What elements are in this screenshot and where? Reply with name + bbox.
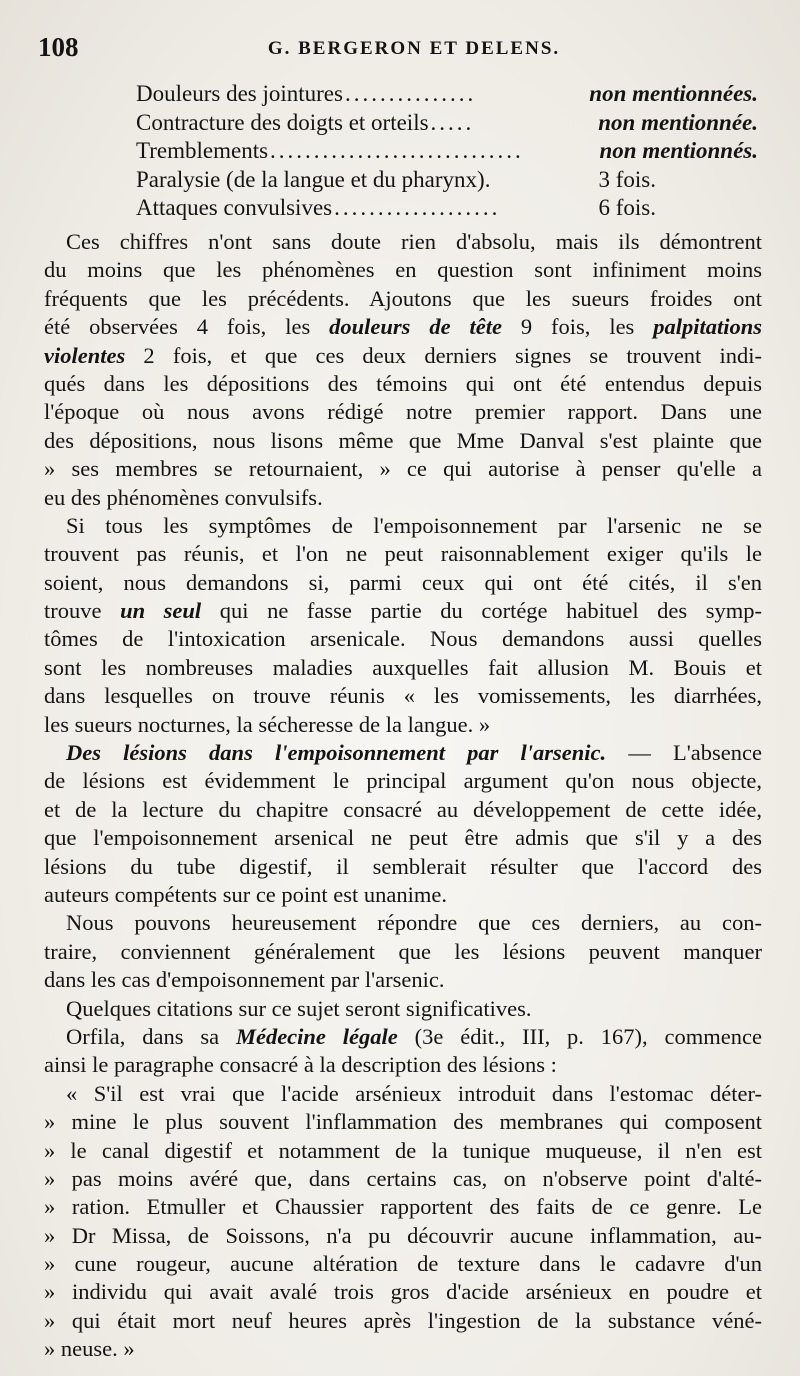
symptom-name: Paralysie (de la langue et du pharynx). [136, 166, 491, 192]
leader-dots: ..... [430, 109, 475, 135]
paragraph [44, 512, 762, 739]
text-run: 9 fois, les [501, 314, 654, 340]
symptom-value: non mentionnées. [589, 81, 758, 106]
symptom-row [136, 194, 656, 223]
text-line: auteurs compétents sur ce point est unanime. [44, 881, 448, 907]
text-line: Quelques citations sur ce sujet seront significatives. [66, 995, 532, 1021]
symptom-row [136, 137, 758, 166]
paragraph [44, 909, 762, 994]
symptom-list [136, 80, 758, 223]
text-line: les sueurs nocturnes, la sécheresse de la langue. » [44, 711, 491, 737]
symptom-name: Tremblements [136, 138, 269, 163]
text-line: traire, conviennent généralement que les lésions peuvent manquer [44, 938, 762, 964]
symptom-value: 3 fois. [598, 166, 656, 192]
text-line [44, 313, 762, 341]
paragraph [44, 995, 762, 1023]
text-line: Si tous les symptômes de l'empoisonnement par l'arsenic ne se [66, 512, 762, 538]
text-run: qui ne fasse partie du cortége habituel des symp- [201, 598, 762, 624]
symptom-row [136, 166, 656, 195]
text-line: ainsi le paragraphe consacré à la description des lésions : [44, 1052, 557, 1078]
text-line: que l'empoisonnement arsenical ne peut être admis que s'il y a des [44, 825, 762, 851]
text-run: trouve [44, 598, 121, 624]
body-text [44, 228, 762, 1364]
symptom-name: Douleurs des jointures [136, 81, 343, 106]
symptom-name: Contracture des doigts et orteils [136, 109, 429, 135]
text-line: qués dans les dépositions des témoins qui ont été entendus depuis [44, 370, 762, 396]
text-line: dans lesquelles on trouve réunis « les vomissements, les diarrhées, [44, 683, 762, 709]
text-line: soient, nous demandons si, parmi ceux qui ont été cités, il s'en [44, 569, 762, 595]
block-quote [44, 1080, 762, 1364]
paragraph [44, 1023, 762, 1080]
paragraph [44, 739, 762, 909]
text-run: été observées 4 fois, les [44, 314, 330, 340]
leader-dots: ................... [334, 195, 501, 220]
leader-dots: ............... [344, 81, 477, 106]
quote-line: » neuse. » [44, 1336, 135, 1362]
paragraph [44, 228, 762, 512]
text-line: lésions du tube digestif, il semblerait résulter que l'accord des [44, 853, 762, 879]
running-head: G. BERGERON ET DELENS. [267, 38, 561, 59]
quote-line: » cune rougeur, aucune altération de texture dans le cadavre d'un [44, 1251, 762, 1277]
text-line [44, 1023, 762, 1051]
text-line: trouvent pas réunis, et l'on ne peut raisonnablement exiger qu'ils le [44, 541, 762, 567]
text-line: de lésions est évidemment le principal argument qu'on nous objecte, [44, 768, 762, 794]
symptom-value: 6 fois. [598, 195, 656, 220]
quote-line: » ration. Etmuller et Chaussier rapportent des faits de ce genre. Le [44, 1194, 762, 1220]
text-line: des dépositions, nous lisons même que Mme Danval s'est plainte que [44, 427, 762, 453]
text-line: du moins que les phénomènes en question sont infiniment moins [44, 257, 762, 283]
page-header [38, 28, 760, 68]
text-line: et de la lecture du chapitre consacré au développement de cette idée, [44, 796, 762, 822]
text-line: tômes de l'intoxication arsenicale. Nous demandons aussi quelles [44, 626, 762, 652]
symptom-name: Attaques convulsives [136, 195, 333, 220]
text-line: eu des phénomènes convulsifs. [44, 484, 323, 510]
quote-line: » Dr Missa, de Soissons, n'a pu découvrir aucune inflammation, au- [44, 1222, 762, 1248]
text-line [44, 739, 762, 767]
leader-dots: ............................. [270, 138, 524, 163]
quote-line: » le canal digestif et notamment de la tunique muqueuse, il n'en est [44, 1137, 762, 1163]
text-line: Nous pouvons heureusement répondre que ces derniers, au con- [66, 910, 762, 936]
text-run: (3e édit., III, p. 167), commence [397, 1023, 762, 1049]
symptom-value: non mentionnés. [599, 138, 758, 163]
symptom-row [136, 109, 758, 138]
emphasis: violentes [44, 342, 126, 368]
text-run: Orfila, dans sa [66, 1023, 236, 1049]
quote-line: » qui était mort neuf heures après l'ingestion de la substance véné- [44, 1307, 762, 1333]
text-line: dans les cas d'empoisonnement par l'arsenic. [44, 967, 445, 993]
quote-line: » mine le plus souvent l'inflammation des membranes qui composent [44, 1109, 762, 1135]
quote-line: » pas moins avéré que, dans certains cas, on n'observe point d'alté- [44, 1165, 762, 1191]
text-line: sont les nombreuses maladies auxquelles fait allusion M. Bouis et [44, 654, 762, 680]
symptom-value: non mentionnée. [598, 109, 758, 135]
quote-line: » individu qui avait avalé trois gros d'acide arsénieux en poudre et [44, 1279, 762, 1305]
quote-line: « S'il est vrai que l'acide arsénieux introduit dans l'estomac déter- [66, 1080, 762, 1106]
text-run: — L'absence [606, 740, 762, 766]
emphasis: un seul [120, 598, 202, 624]
page-number: 108 [38, 32, 79, 62]
emphasis: Médecine légale [235, 1023, 398, 1049]
text-line [44, 597, 762, 625]
section-heading: Des lésions dans l'empoisonnement par l'arsenic. [66, 740, 607, 766]
symptom-row [136, 80, 758, 109]
text-line: l'époque où nous avons rédigé notre premier rapport. Dans une [44, 399, 762, 425]
text-line [44, 342, 762, 370]
text-line: fréquents que les précédents. Ajoutons que les sueurs froides ont [44, 285, 762, 311]
text-run: 2 fois, et que ces deux derniers signes se trouvent indi- [125, 342, 762, 368]
emphasis: douleurs de tête [329, 314, 502, 340]
text-line: » ses membres se retournaient, » ce qui autorise à penser qu'elle a [44, 456, 762, 482]
emphasis: palpitations [653, 314, 763, 340]
text-line: Ces chiffres n'ont sans doute rien d'absolu, mais ils démontrent [66, 229, 762, 254]
